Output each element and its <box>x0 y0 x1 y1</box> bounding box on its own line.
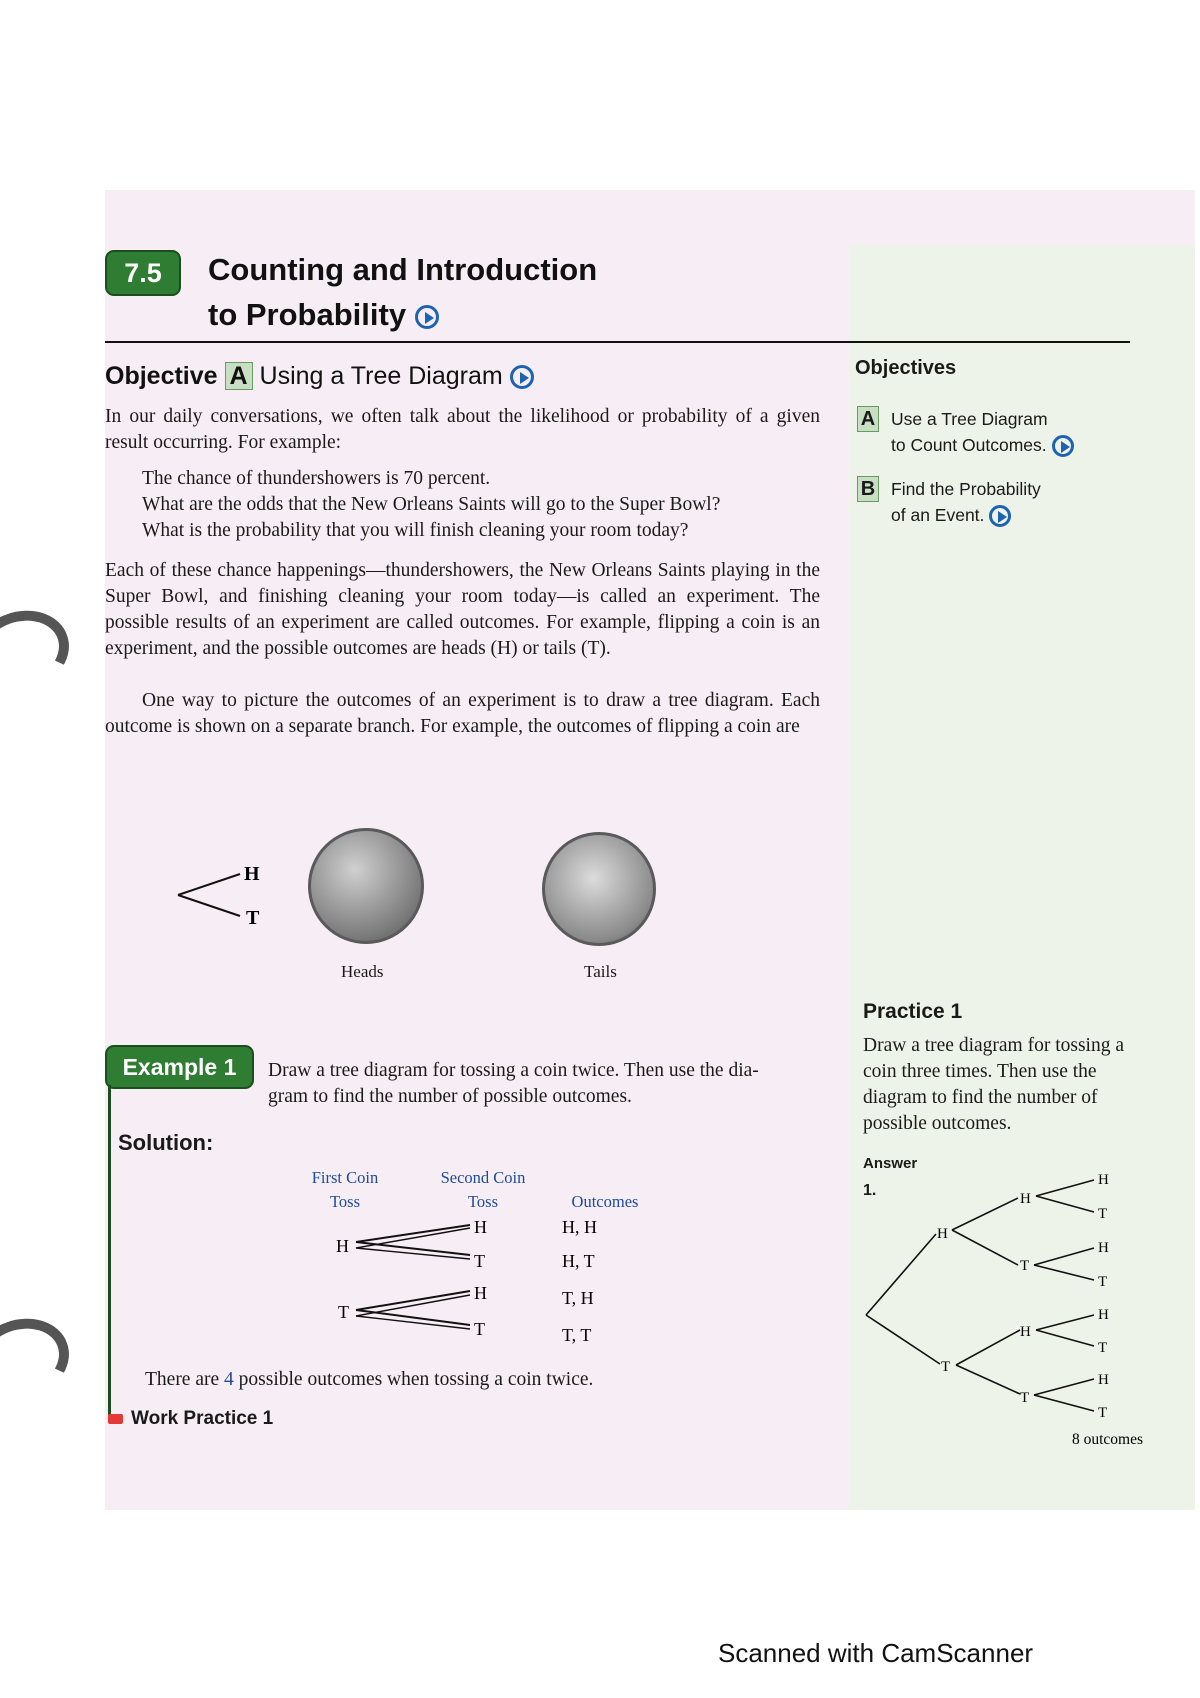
answer-number: 1. <box>863 1182 877 1199</box>
experiment-paragraph: Each of these chance happenings—thundershowers, the New Orleans Saints playing in the Super Bowl, and finishing cleaning your room today—is called an experiment. The possible results of an experiment are called outcomes. For example, flipping a coin is an experiment, and the possible outcomes are heads (H) or tails (T). <box>105 560 820 659</box>
practice-text: Draw a tree diagram for tossing a coin three times. Then use the diagram to find the number of possible outcomes. <box>863 1035 1124 1134</box>
section-title-line2-wrap <box>208 297 439 333</box>
binder-ring-bottom <box>0 1305 81 1414</box>
nickel-tails-image <box>542 832 656 946</box>
first-coin-header <box>300 1168 390 1212</box>
p-level3-1: H <box>1098 1172 1109 1188</box>
second-toss-3: H <box>474 1283 487 1303</box>
scanner-watermark: Scanned with CamScanner <box>718 1638 1034 1668</box>
first-coin-header-line2: Toss <box>329 1192 361 1211</box>
header-rule <box>105 341 1130 343</box>
first-toss-h: H <box>336 1236 349 1256</box>
conclusion-post: possible outcomes when tossing a coin twice. <box>238 1369 594 1390</box>
example-sentence-probability: What is the probability that you will finish cleaning your room today? <box>142 520 689 541</box>
two-toss-tree <box>330 1215 690 1355</box>
p-level3-6: T <box>1098 1340 1108 1356</box>
p-level3-2: T <box>1098 1206 1108 1222</box>
example-rule <box>108 1085 111 1415</box>
objective-b-line1: Find the Probability <box>891 479 1041 499</box>
p-level1-t: T <box>941 1359 951 1375</box>
outcome-3: T, H <box>562 1288 594 1308</box>
example-prompt-line2: gram to find the number of possible outcomes. <box>268 1086 632 1107</box>
example-prompt-line1: Draw a tree diagram for tossing a coin twice. Then use the dia- <box>268 1060 759 1081</box>
p-level2-1: H <box>1020 1191 1031 1207</box>
objective-a-line1: Use a Tree Diagram <box>891 409 1048 429</box>
second-toss-4: T <box>474 1319 485 1339</box>
heads-caption: Heads <box>341 962 384 981</box>
work-practice-label: Work Practice 1 <box>131 1408 274 1429</box>
objective-a-line2-wrap <box>891 432 1074 458</box>
tree-diagram-paragraph: One way to picture the outcomes of an experiment is to draw a tree diagram. Each outcome is shown on a separate branch. For example, the outcomes of flipping a coin are <box>105 690 820 737</box>
p-level2-4: T <box>1020 1390 1030 1406</box>
objective-letter: A <box>225 362 253 390</box>
objective-b-line2-wrap <box>891 502 1041 528</box>
work-practice-marker-icon <box>108 1414 123 1424</box>
p-level3-4: T <box>1098 1274 1108 1290</box>
first-toss-t: T <box>338 1302 349 1322</box>
example-sentence-chance: The chance of thundershowers is 70 percent. <box>142 468 491 489</box>
first-coin-header-line1: First Coin <box>311 1168 379 1187</box>
binder-ring-top <box>0 597 81 706</box>
objective-a-line2: to Count Outcomes. <box>891 435 1047 455</box>
objective-b-line2: of an Event. <box>891 505 985 525</box>
video-play-icon[interactable] <box>989 505 1011 527</box>
p-level3-5: H <box>1098 1307 1109 1323</box>
section-number-badge: 7.5 <box>105 250 181 296</box>
work-practice-heading <box>108 1408 273 1430</box>
section-title-line1: Counting and Introduction <box>208 252 598 287</box>
section-title-line2: to Probability <box>208 297 407 332</box>
second-coin-header <box>428 1168 538 1212</box>
p-level2-2: T <box>1020 1258 1030 1274</box>
video-play-icon[interactable] <box>1052 435 1074 457</box>
p-level1-h: H <box>937 1226 948 1242</box>
p-level3-7: H <box>1098 1372 1109 1388</box>
example-badge: Example 1 <box>105 1045 254 1089</box>
conclusion-count: 4 <box>224 1369 234 1390</box>
objective-a-text[interactable] <box>891 406 1074 458</box>
objectives-title: Objectives <box>855 357 957 379</box>
nickel-heads-image <box>308 828 424 944</box>
objective-heading <box>105 362 534 391</box>
single-toss-tree <box>170 860 280 930</box>
second-toss-2: T <box>474 1251 485 1271</box>
p-level2-3: H <box>1020 1324 1031 1340</box>
answer-label: Answer <box>863 1155 918 1172</box>
objective-b-letter: B <box>857 476 879 502</box>
objective-a-letter: A <box>857 406 879 432</box>
objective-label: Objective <box>105 362 218 390</box>
video-play-icon[interactable] <box>415 305 439 329</box>
second-coin-header-line1: Second Coin <box>440 1168 526 1187</box>
example-sentence-odds: What are the odds that the New Orleans Saints will go to the Super Bowl? <box>142 494 721 515</box>
objective-title: Using a Tree Diagram <box>259 362 503 390</box>
outcome-2: H, T <box>562 1251 595 1271</box>
single-tree-heads: H <box>244 863 260 885</box>
p-level3-3: H <box>1098 1240 1109 1256</box>
second-toss-1: H <box>474 1217 487 1237</box>
intro-paragraph: In our daily conversations, we often talk about the likelihood or probability of a given result occurring. For example: <box>105 406 820 453</box>
single-tree-tails: T <box>246 907 260 929</box>
practice-outcomes-count: 8 outcomes <box>1072 1431 1144 1448</box>
outcomes-header: Outcomes <box>571 1192 639 1211</box>
second-coin-header-line2: Toss <box>467 1192 499 1211</box>
conclusion-pre: There are <box>145 1369 220 1390</box>
three-toss-tree <box>860 1170 1160 1450</box>
outcome-1: H, H <box>562 1217 597 1237</box>
solution-label: Solution: <box>118 1130 214 1155</box>
objective-b-text[interactable] <box>891 476 1041 528</box>
tails-caption: Tails <box>584 962 617 981</box>
outcome-4: T, T <box>562 1325 592 1345</box>
practice-title: Practice 1 <box>863 1000 963 1023</box>
example-conclusion <box>145 1367 593 1393</box>
video-play-icon[interactable] <box>510 365 534 389</box>
p-level3-8: T <box>1098 1405 1108 1421</box>
